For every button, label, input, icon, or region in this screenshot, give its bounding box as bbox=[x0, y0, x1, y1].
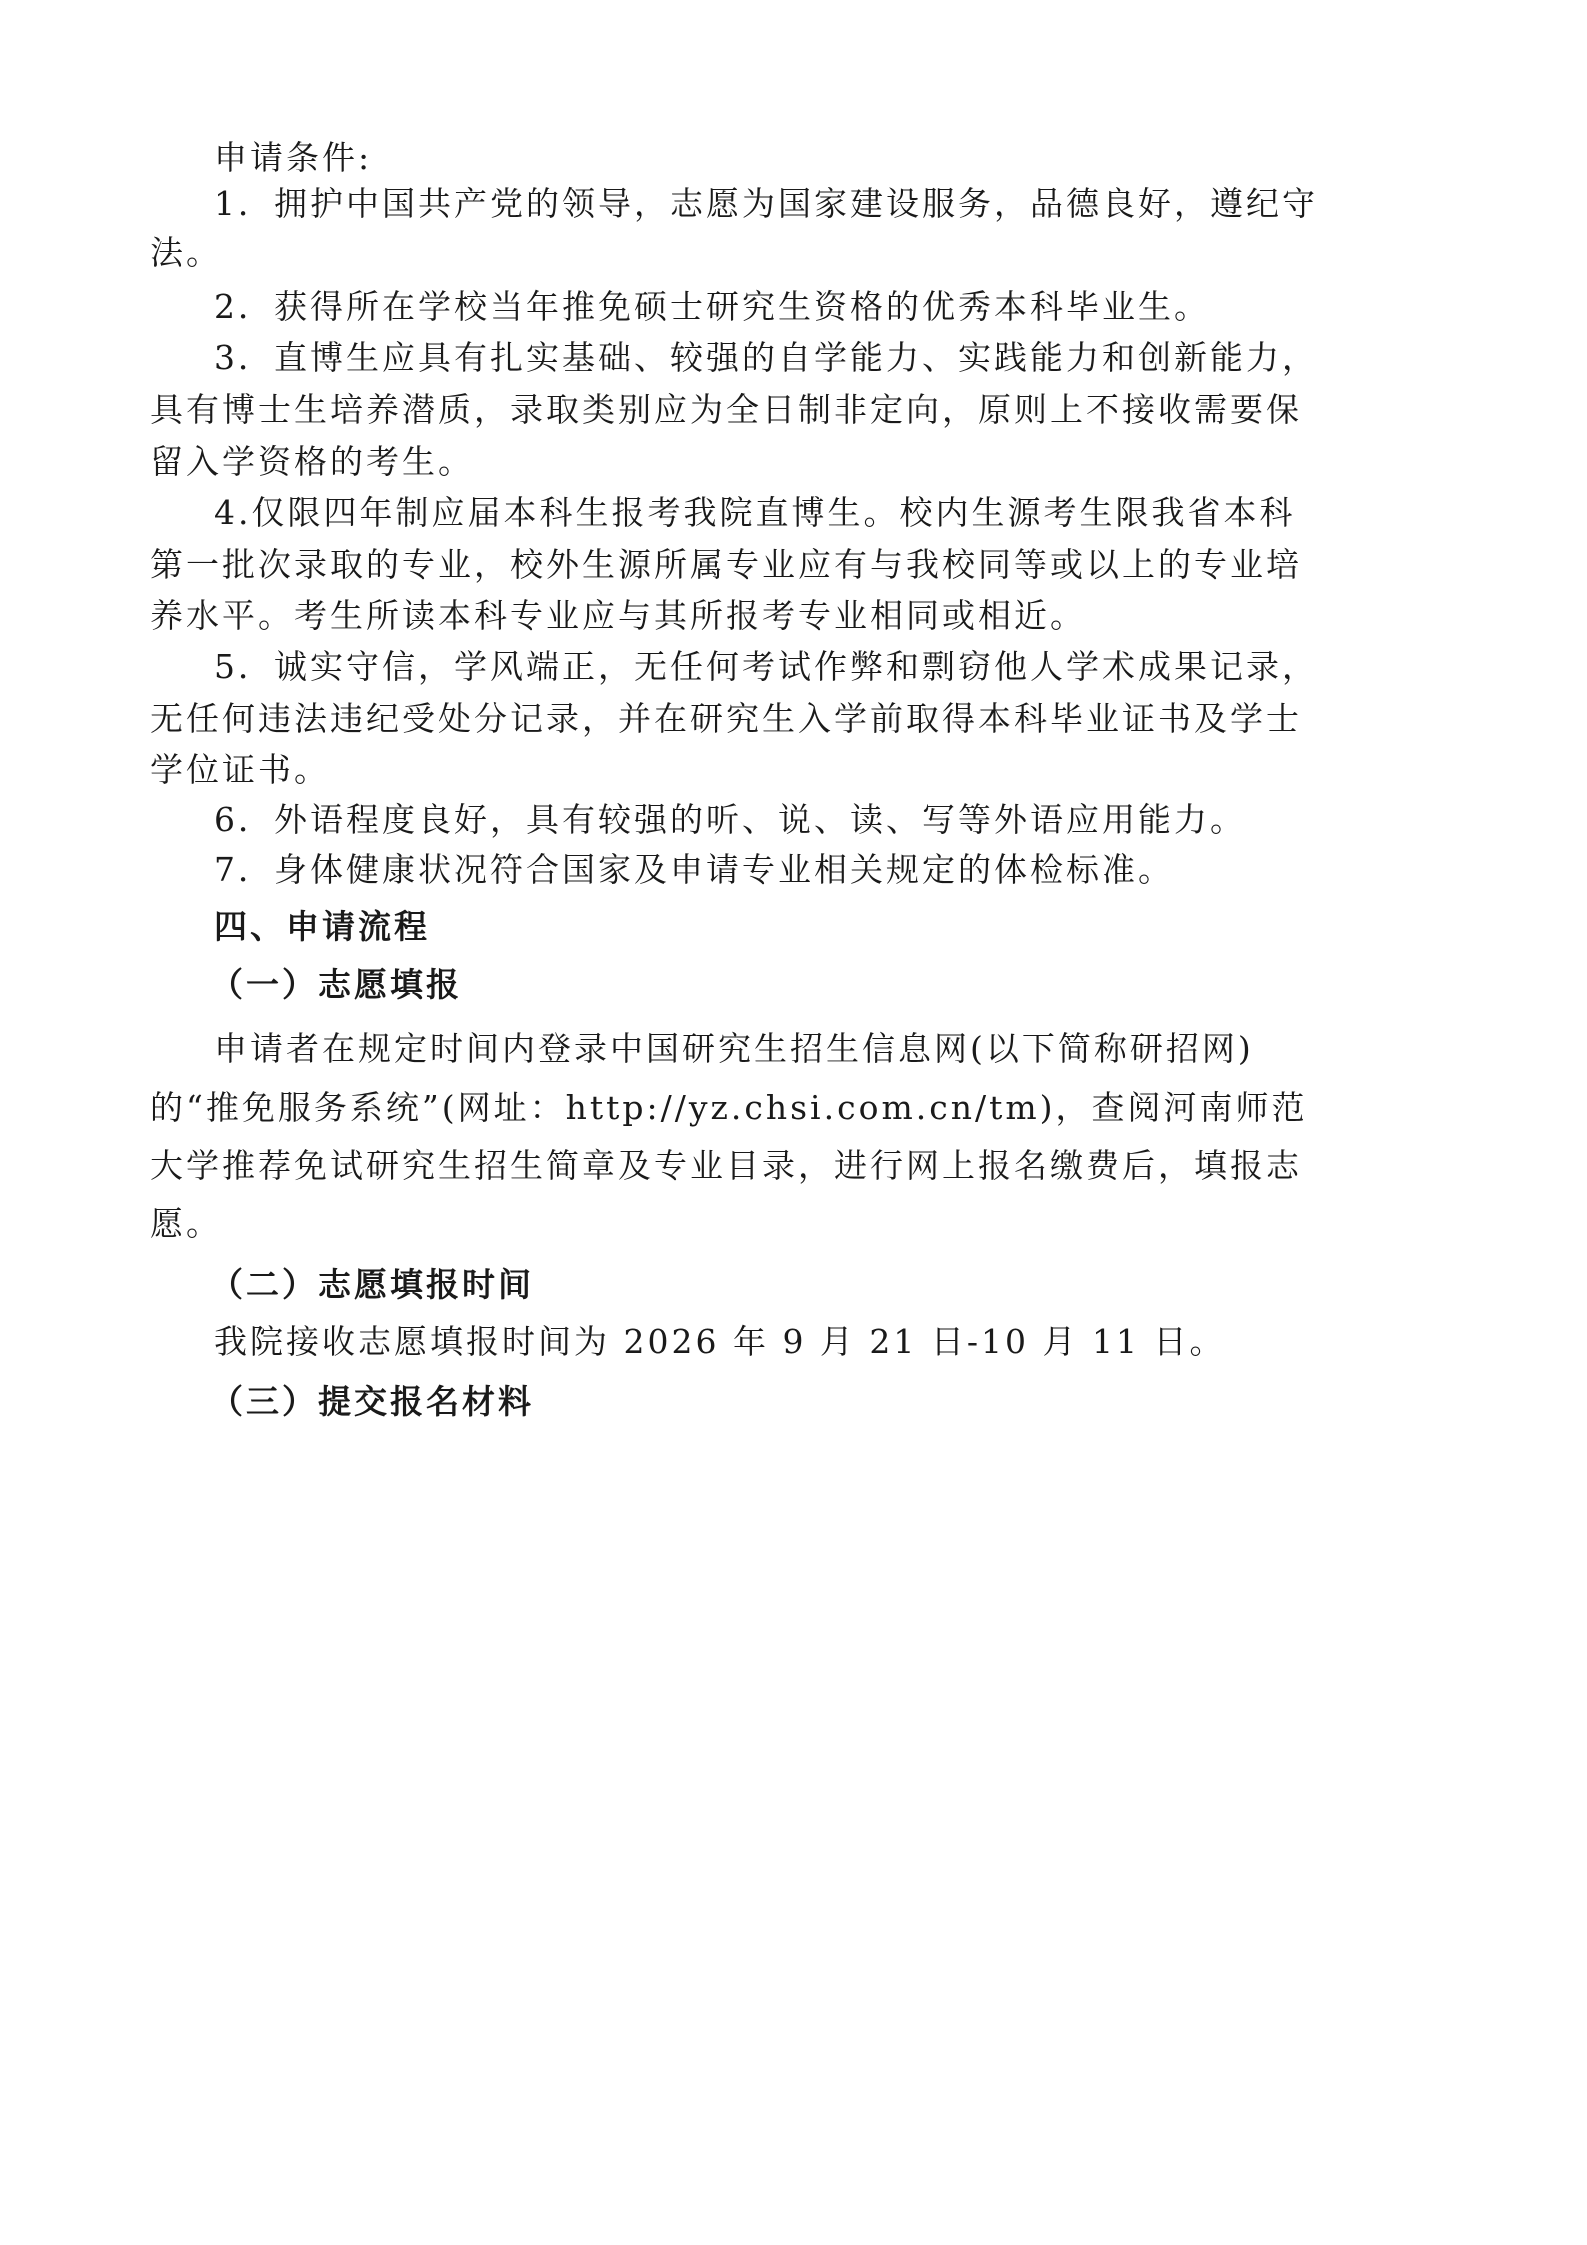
condition-2-line-1: 2．获得所在学校当年推免硕士研究生资格的优秀本科毕业生。 bbox=[214, 287, 1210, 326]
condition-4-line-1: 4.仅限四年制应届本科生报考我院直博生。校内生源考生限我省本科 bbox=[214, 493, 1296, 532]
condition-3-line-3: 留入学资格的考生。 bbox=[150, 442, 474, 481]
condition-5-line-2: 无任何违法违纪受处分记录，并在研究生入学前取得本科毕业证书及学士 bbox=[150, 699, 1302, 738]
subsection-2-text: 我院接收志愿填报时间为 2026 年 9 月 21 日-10 月 11 日。 bbox=[214, 1322, 1226, 1361]
subsection-1-line-3: 大学推荐免试研究生招生简章及专业目录，进行网上报名缴费后，填报志 bbox=[150, 1146, 1302, 1185]
condition-1-line-2: 法。 bbox=[150, 233, 222, 272]
condition-7-line-1: 7．身体健康状况符合国家及申请专业相关规定的体检标准。 bbox=[214, 850, 1174, 889]
conditions-title: 申请条件: bbox=[214, 138, 373, 177]
condition-4-line-3: 养水平。考生所读本科专业应与其所报考专业相同或相近。 bbox=[150, 596, 1086, 635]
condition-5-line-3: 学位证书。 bbox=[150, 750, 330, 789]
subsection-1-line-4: 愿。 bbox=[150, 1204, 222, 1243]
subsection-1-line-2: 的“推免服务系统”(网址：http://yz.chsi.com.cn/tm)，查阅河南师范 bbox=[150, 1088, 1308, 1127]
subsection-1-title: （一）志愿填报 bbox=[210, 965, 462, 1004]
subsection-1-line-1: 申请者在规定时间内登录中国研究生招生信息网(以下简称研招网) bbox=[214, 1029, 1254, 1068]
condition-6-line-1: 6．外语程度良好，具有较强的听、说、读、写等外语应用能力。 bbox=[214, 800, 1246, 839]
condition-3-line-1: 3．直博生应具有扎实基础、较强的自学能力、实践能力和创新能力， bbox=[214, 338, 1318, 377]
condition-4-line-2: 第一批次录取的专业，校外生源所属专业应有与我校同等或以上的专业培 bbox=[150, 545, 1302, 584]
condition-5-line-1: 5．诚实守信，学风端正，无任何考试作弊和剽窃他人学术成果记录， bbox=[214, 647, 1318, 686]
section-4-title: 四、申请流程 bbox=[214, 907, 430, 946]
condition-1-line-1: 1．拥护中国共产党的领导，志愿为国家建设服务，品德良好，遵纪守 bbox=[214, 184, 1318, 223]
condition-3-line-2: 具有博士生培养潜质，录取类别应为全日制非定向，原则上不接收需要保 bbox=[150, 390, 1302, 429]
subsection-2-title: （二）志愿填报时间 bbox=[210, 1265, 534, 1304]
subsection-3-title: （三）提交报名材料 bbox=[210, 1382, 534, 1421]
